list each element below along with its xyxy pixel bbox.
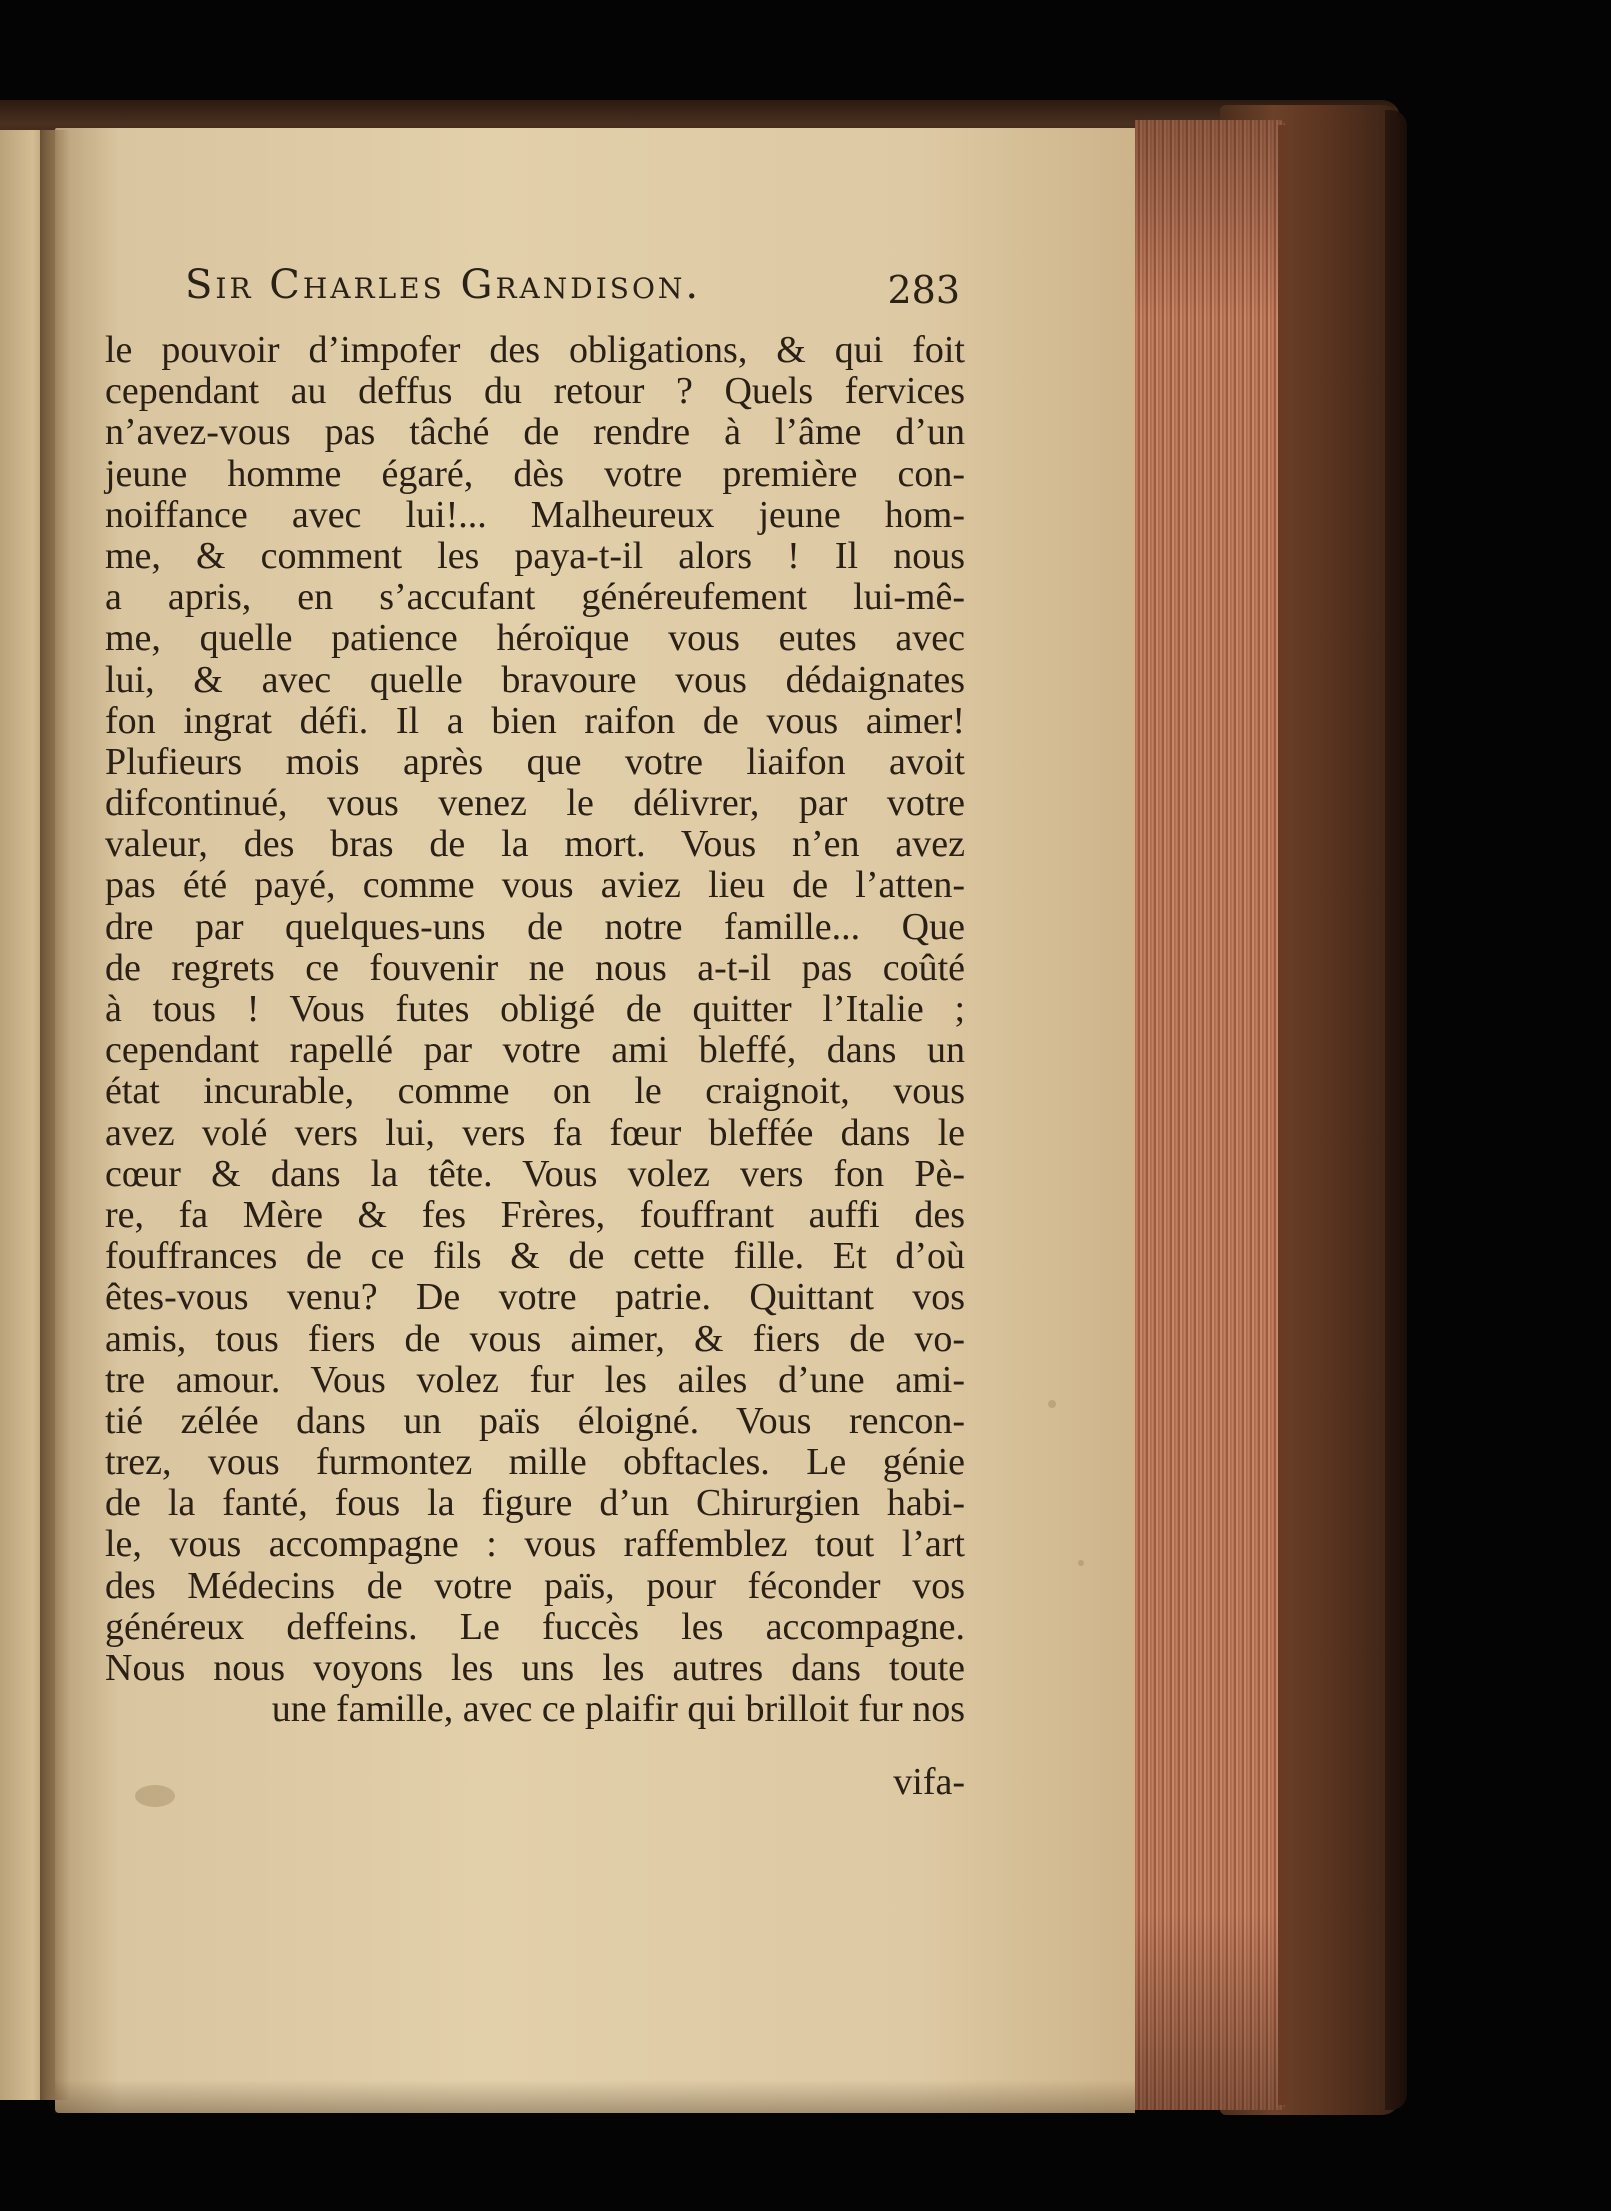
text-line: une famille, avec ce plaifir qui brilloit fur nos — [271, 1688, 965, 1731]
text-line: me, & comment les paya-t-il alors ! Il nous — [105, 534, 965, 577]
text-line: Nous nous voyons les uns les autres dans toute — [105, 1647, 965, 1689]
text-line: lui, & avec quelle bravoure vous dédaignates — [105, 658, 965, 701]
text-line: de regrets ce fouvenir ne nous a-t-il pas coûté — [105, 946, 965, 989]
text-line: cœur & dans la tête. Vous volez vers fon Pè- — [105, 1152, 965, 1195]
text-line: êtes-vous venu? De votre patrie. Quittant vos — [105, 1276, 965, 1319]
fore-edge-shade — [1135, 120, 1285, 2110]
text-line: a apris, en s’accufant généreufement lui-mê- — [105, 576, 965, 619]
gutter-shadow — [40, 130, 70, 2100]
text-line: trez, vous furmontez mille obftacles. Le génie — [105, 1441, 965, 1484]
text-line: généreux deffeins. Le fuccès les accompagne. — [105, 1605, 965, 1648]
text-line: n’avez-vous pas tâché de rendre à l’âme d’un — [105, 411, 965, 454]
text-line: le, vous accompagne : vous raffemblez tout l’art — [105, 1523, 965, 1566]
text-line: tié zélée dans un païs éloigné. Vous rencon- — [105, 1399, 965, 1442]
text-line: me, quelle patience héroïque vous eutes avec — [105, 617, 965, 660]
text-line: dre par quelques-uns de notre famille... Que — [105, 905, 965, 948]
page-bottom-shadow — [55, 2080, 1135, 2113]
text-line: cependant rapellé par votre ami bleffé, dans un — [105, 1029, 965, 1072]
back-cover-edge — [1385, 110, 1407, 2110]
text-line: Plufieurs mois après que votre liaifon avoit — [105, 740, 965, 783]
text-line: valeur, des bras de la mort. Vous n’en avez — [105, 823, 965, 866]
foxing-spot — [1048, 1400, 1056, 1408]
text-line: avez volé vers lui, vers fa fœur bleffée dans le — [105, 1111, 965, 1154]
text-line: le pouvoir d’impofer des obligations, & qui foit — [105, 329, 965, 371]
page-number: 283 — [887, 268, 960, 312]
text-line: noiffance avec lui!... Malheureux jeune hom- — [105, 493, 965, 536]
foxing-spot — [1078, 1560, 1084, 1566]
text-line: tre amour. Vous volez fur les ailes d’une ami- — [105, 1358, 965, 1401]
text-line: état incurable, comme on le craignoit, vous — [105, 1070, 965, 1113]
foxing-spot — [135, 1785, 175, 1807]
text-line: re, fa Mère & fes Frères, fouffrant auffi des — [105, 1193, 965, 1236]
text-line: amis, tous fiers de vous aimer, & fiers de vo- — [105, 1317, 965, 1360]
text-line: difcontinué, vous venez le délivrer, par votre — [105, 782, 965, 825]
text-line: des Médecins de votre païs, pour féconder vos — [105, 1564, 965, 1607]
text-line: pas été payé, comme vous aviez lieu de l’atten- — [105, 864, 965, 907]
running-head-title: Sir Charles Grandison. — [185, 262, 702, 308]
text-line: fon ingrat défi. Il a bien raifon de vous aimer! — [105, 699, 965, 742]
catchword: vifa- — [893, 1761, 965, 1803]
body-text — [105, 330, 965, 1730]
text-line: à tous ! Vous futes obligé de quitter l’Italie ; — [105, 988, 965, 1030]
text-line: cependant au deffus du retour ? Quels fervices — [105, 370, 965, 413]
text-line: de la fanté, fous la figure d’un Chirurgien habi- — [105, 1482, 965, 1525]
fore-edge-strip — [1278, 125, 1288, 2105]
text-line: jeune homme égaré, dès votre première con- — [105, 452, 965, 495]
text-line: fouffrances de ce fils & de cette fille. Et d’où — [105, 1235, 965, 1278]
